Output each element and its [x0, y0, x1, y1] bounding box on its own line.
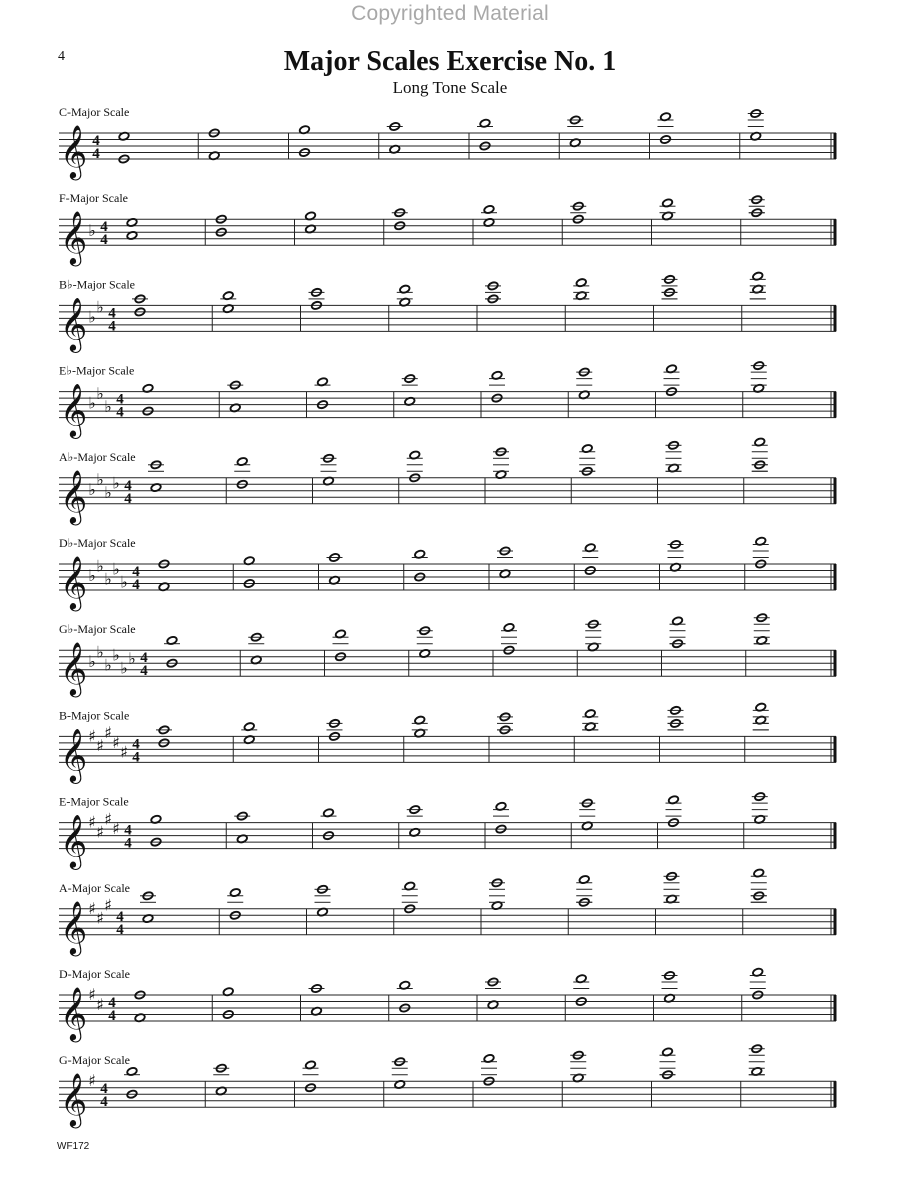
- flat-icon: ♭: [96, 297, 104, 317]
- flat-icon: ♭: [88, 652, 96, 672]
- scale-system: [59, 361, 836, 439]
- treble-clef-icon: 𝄞: [60, 727, 88, 782]
- flat-icon: ♭: [120, 658, 128, 678]
- flat-icon: ♭: [112, 473, 120, 493]
- sharp-icon: ♯: [88, 898, 96, 918]
- sharp-icon: ♯: [96, 736, 104, 756]
- scale-label: A-Major Scale: [59, 880, 130, 895]
- flat-icon: ♭: [88, 221, 96, 241]
- sharp-icon: ♯: [96, 822, 104, 842]
- scale-system: [59, 105, 836, 180]
- flat-icon: ♭: [104, 396, 112, 416]
- footer-code: WF172: [57, 1141, 90, 1152]
- time-signature-numerator: 4: [116, 391, 124, 408]
- flat-icon: ♭: [88, 479, 96, 499]
- time-signature-denominator: 4: [140, 663, 148, 680]
- flat-icon: ♭: [96, 470, 104, 490]
- scale-system: [59, 191, 836, 266]
- scale-system: [59, 792, 836, 870]
- sharp-icon: ♯: [104, 723, 112, 743]
- sharp-icon: ♯: [112, 819, 120, 839]
- scale-system: [59, 613, 836, 697]
- time-signature-numerator: 4: [116, 908, 124, 925]
- scale-label: F-Major Scale: [59, 191, 128, 206]
- scale-system: [59, 271, 836, 352]
- sharp-icon: ♯: [88, 1071, 96, 1091]
- sharp-icon: ♯: [88, 985, 96, 1004]
- sharp-icon: ♯: [112, 732, 120, 752]
- treble-clef-icon: 𝄞: [60, 468, 88, 523]
- treble-clef-icon: 𝄞: [60, 124, 88, 178]
- flat-icon: ♭: [112, 645, 120, 665]
- scale-label: C-Major Scale: [59, 105, 130, 119]
- time-signature-denominator: 4: [100, 232, 108, 249]
- time-signature-numerator: 4: [108, 995, 116, 1011]
- flat-icon: ♭: [96, 642, 104, 662]
- treble-clef-icon: 𝄞: [60, 555, 88, 609]
- scale-label: D♭-Major Scale: [59, 536, 136, 550]
- time-signature-denominator: 4: [124, 490, 132, 507]
- flat-icon: ♭: [120, 572, 128, 592]
- time-signature-denominator: 4: [108, 1008, 116, 1024]
- scale-system: [59, 967, 836, 1042]
- scale-system: [59, 702, 836, 783]
- time-signature-denominator: 4: [132, 749, 140, 766]
- time-signature-denominator: 4: [108, 318, 116, 335]
- scale-label: A♭-Major Scale: [59, 449, 136, 464]
- treble-clef-icon: 𝄞: [60, 986, 88, 1040]
- flat-icon: ♭: [88, 393, 96, 413]
- scale-label: G♭-Major Scale: [59, 622, 136, 637]
- page-title: Major Scales Exercise No. 1: [283, 46, 617, 77]
- page-number: 4: [58, 49, 65, 64]
- sharp-icon: ♯: [120, 742, 128, 762]
- time-signature-denominator: 4: [132, 577, 140, 593]
- treble-clef-icon: 𝄞: [60, 899, 88, 954]
- flat-icon: ♭: [88, 566, 96, 585]
- flat-icon: ♭: [104, 569, 112, 589]
- scale-system: [59, 437, 836, 525]
- time-signature-numerator: 4: [124, 477, 132, 494]
- time-signature-denominator: 4: [92, 146, 100, 162]
- time-signature-denominator: 4: [116, 404, 124, 421]
- time-signature-numerator: 4: [92, 133, 100, 149]
- treble-clef-icon: 𝄞: [60, 1072, 88, 1127]
- time-signature-numerator: 4: [132, 564, 140, 580]
- time-signature-numerator: 4: [108, 305, 116, 322]
- treble-clef-icon: 𝄞: [60, 382, 88, 437]
- time-signature-denominator: 4: [116, 921, 124, 938]
- scale-system: [59, 1044, 836, 1128]
- flat-icon: ♭: [96, 556, 104, 576]
- flat-icon: ♭: [112, 559, 120, 579]
- scale-label: B♭-Major Scale: [59, 277, 135, 292]
- time-signature-numerator: 4: [100, 219, 108, 236]
- flat-icon: ♭: [104, 655, 112, 675]
- treble-clef-icon: 𝄞: [60, 641, 88, 696]
- time-signature-denominator: 4: [124, 835, 132, 852]
- treble-clef-icon: 𝄞: [60, 210, 88, 265]
- treble-clef-icon: 𝄞: [60, 813, 88, 868]
- sharp-icon: ♯: [88, 726, 96, 746]
- sharp-icon: ♯: [96, 994, 104, 1014]
- flat-icon: ♭: [96, 383, 104, 403]
- treble-clef-icon: 𝄞: [60, 296, 88, 351]
- time-signature-numerator: 4: [140, 650, 148, 667]
- time-signature-numerator: 4: [132, 736, 140, 753]
- time-signature-numerator: 4: [124, 822, 132, 839]
- scale-system: [59, 536, 836, 611]
- sharp-icon: ♯: [96, 908, 104, 928]
- flat-icon: ♭: [104, 483, 112, 503]
- scale-label: E-Major Scale: [59, 794, 129, 809]
- flat-icon: ♭: [88, 307, 96, 327]
- scale-label: E♭-Major Scale: [59, 363, 135, 378]
- sharp-icon: ♯: [104, 895, 112, 915]
- scale-label: B-Major Scale: [59, 708, 130, 723]
- time-signature-numerator: 4: [100, 1081, 108, 1098]
- scale-label: D-Major Scale: [59, 967, 130, 981]
- page-subtitle: Long Tone Scale: [392, 78, 508, 97]
- scale-system: [59, 868, 836, 956]
- sharp-icon: ♯: [88, 812, 96, 832]
- time-signature-denominator: 4: [100, 1094, 108, 1111]
- scale-label: G-Major Scale: [59, 1053, 130, 1068]
- sharp-icon: ♯: [104, 809, 112, 829]
- copyright-watermark: Copyrighted Material: [351, 2, 549, 25]
- flat-icon: ♭: [128, 648, 136, 668]
